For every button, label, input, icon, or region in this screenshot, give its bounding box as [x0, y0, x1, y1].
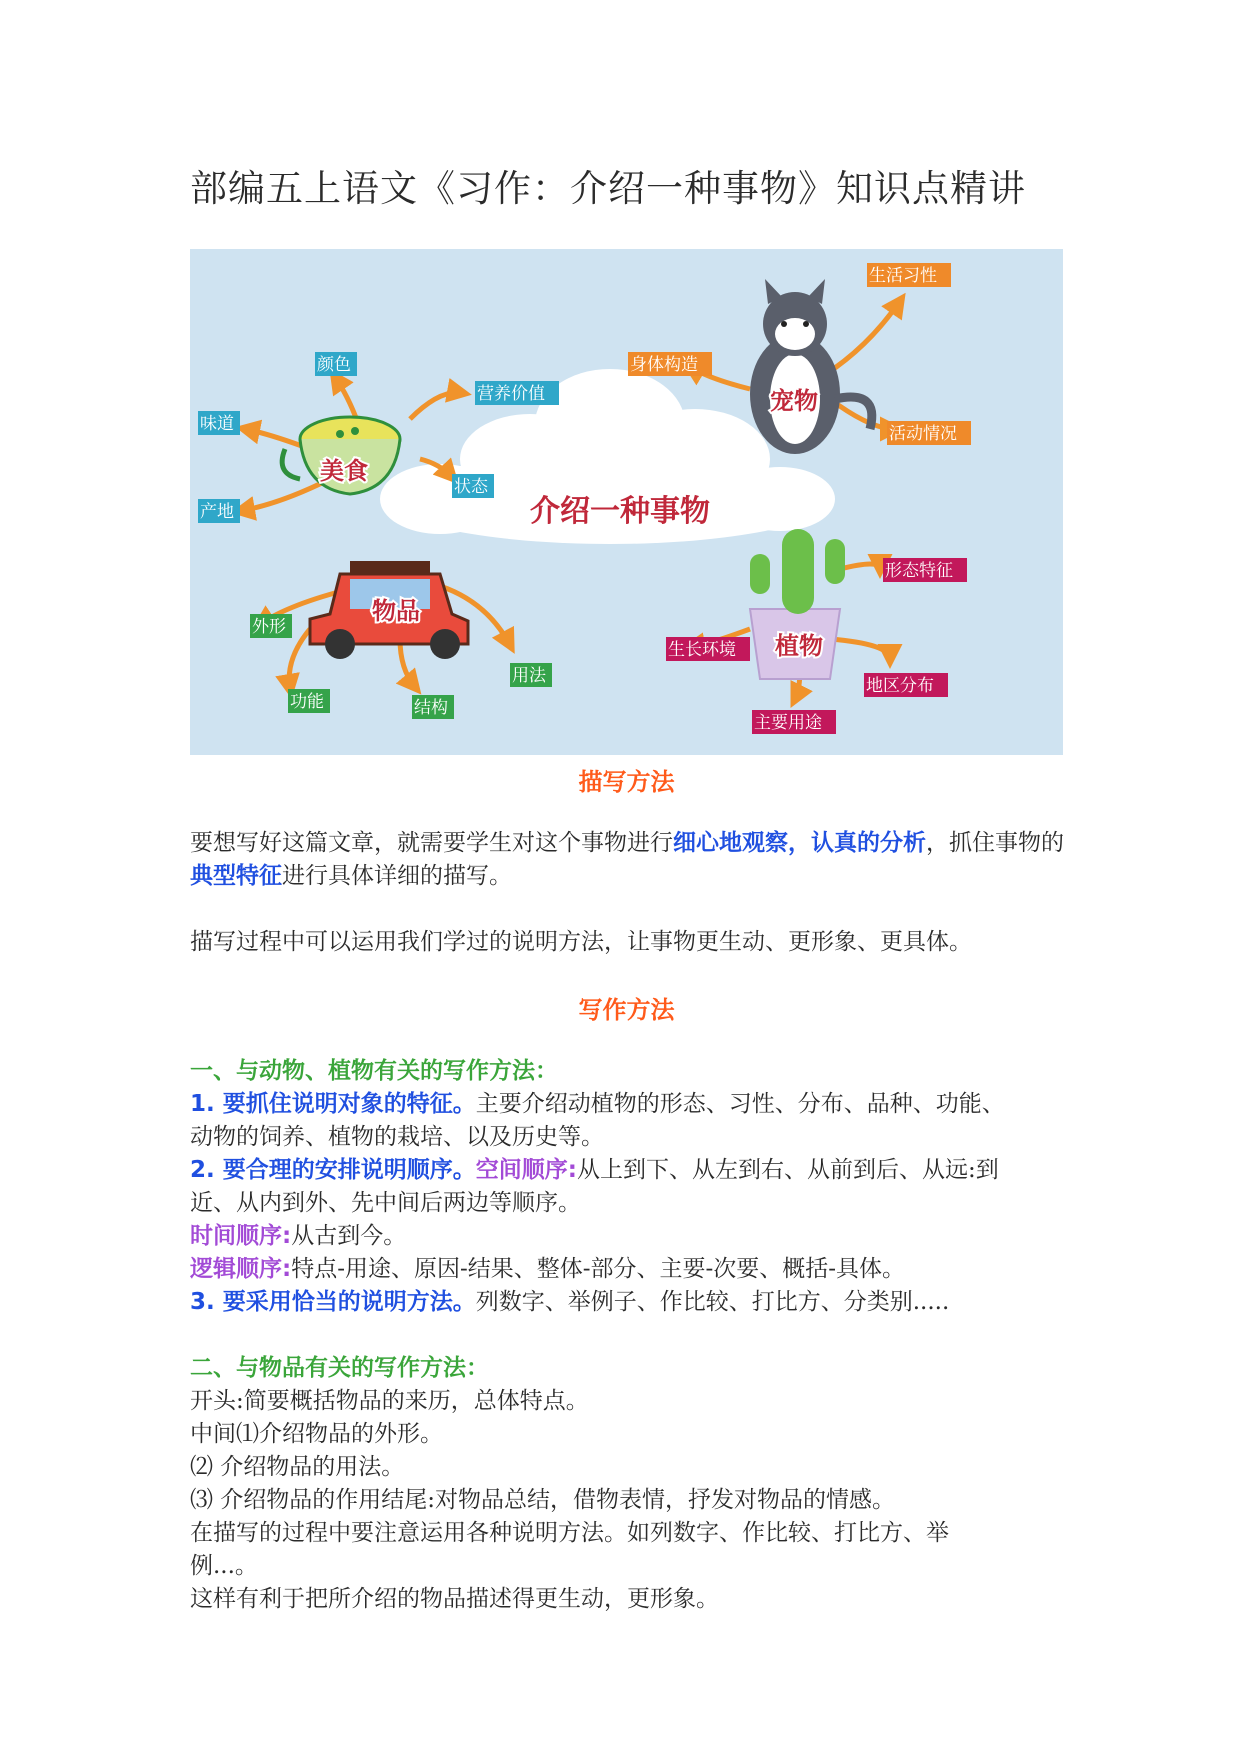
logic-order-label: 逻辑顺序:: [190, 1256, 292, 1282]
text-line: [190, 1286, 1080, 1319]
point-2-title: 2. 要合理的安排说明顺序。: [190, 1157, 476, 1183]
text-line: [190, 1154, 1080, 1187]
subheading-goods: 二、与物品有关的写作方法：: [190, 1355, 489, 1381]
para1-text-c: ，抓住事物的: [926, 830, 1064, 856]
text-line: ⑶ 介绍物品的作用结尾:对物品总结，借物表情，抒发对物品的情感。: [190, 1487, 896, 1513]
time-order-text: 从古到今。: [291, 1223, 407, 1249]
subheading-animals-plants: 一、与动物、植物有关的写作方法：: [190, 1058, 558, 1084]
space-order-label: 空间顺序:: [475, 1157, 577, 1183]
text-line: 例...。: [190, 1553, 258, 1579]
logic-order-text: 特点-用途、原因-结果、整体-部分、主要-次要、概括-具体。: [291, 1256, 906, 1282]
para1-text-a: 要想写好这篇文章，就需要学生对这个事物进行: [190, 830, 673, 856]
time-order-label: 时间顺序:: [190, 1223, 292, 1249]
point-3-title: 3. 要采用恰当的说明方法。: [190, 1289, 476, 1315]
text-line: 近、从内到外、先中间后两边等顺序。: [190, 1190, 581, 1216]
plant-hub-label: 植物: [775, 632, 823, 660]
point-1-title: 1. 要抓住说明对象的特征。: [190, 1091, 476, 1117]
para1-text-e: 进行具体详细的描写。: [282, 863, 512, 889]
goods-item-usage: 用法: [512, 666, 546, 686]
food-item-nutrition: 营养价值: [477, 384, 545, 404]
section-heading-writing: 写作方法: [578, 996, 675, 1024]
food-item-taste: 味道: [200, 414, 234, 434]
goods-item-structure: 结构: [414, 698, 448, 718]
center-label: 介绍一种事物: [530, 494, 710, 529]
para1-highlight-observe: 细心地观察，认真的分析: [673, 830, 926, 856]
text-line: 在描写的过程中要注意运用各种说明方法。如列数字、作比较、打比方、举: [190, 1520, 949, 1546]
text-line: 中间⑴介绍物品的外形。: [190, 1421, 443, 1447]
pet-hub-label: 宠物: [770, 387, 818, 415]
plant-item-form: 形态特征: [885, 561, 953, 581]
section-heading-description: 描写方法: [578, 768, 675, 796]
pet-item-body: 身体构造: [630, 355, 698, 375]
goods-item-function: 功能: [290, 692, 324, 712]
pet-item-activity: 活动情况: [889, 424, 957, 444]
food-hub-label: 美食: [320, 457, 368, 485]
plant-item-environment: 生长环境: [668, 640, 736, 660]
text-line: [190, 1088, 1080, 1121]
text-line: 开头:简要概括物品的来历，总体特点。: [190, 1388, 589, 1414]
text-line: [190, 1253, 1080, 1286]
mind-map-svg: [190, 249, 1063, 755]
space-order-text: 从上到下、从左到右、从前到后、从远:到: [576, 1157, 999, 1183]
mind-map-illustration: [190, 249, 1063, 755]
food-item-origin: 产地: [200, 502, 234, 522]
para1-highlight-feature: 典型特征: [190, 863, 282, 889]
cat-icon: [750, 279, 872, 454]
text-line: [190, 1220, 1080, 1253]
point-1-text: 主要介绍动植物的形态、习性、分布、品种、功能、: [475, 1091, 1005, 1117]
goods-item-shape: 外形: [252, 617, 286, 637]
text-line: 动物的饲养、植物的栽培、以及历史等。: [190, 1124, 604, 1150]
page-title: 部编五上语文《习作：介绍一种事物》知识点精讲: [190, 167, 1026, 210]
food-item-state: 状态: [454, 477, 488, 497]
description-paragraph-1: [190, 827, 1070, 893]
description-paragraph-2: 描写过程中可以运用我们学过的说明方法，让事物更生动、更形象、更具体。: [190, 929, 972, 955]
text-line: ⑵ 介绍物品的用法。: [190, 1454, 405, 1480]
goods-hub-label: 物品: [372, 597, 420, 625]
plant-item-usage: 主要用途: [754, 713, 822, 733]
food-item-color: 颜色: [317, 355, 351, 375]
point-3-text: 列数字、举例子、作比较、打比方、分类别.....: [475, 1289, 950, 1315]
plant-item-distribution: 地区分布: [866, 676, 934, 696]
text-line: 这样有利于把所介绍的物品描述得更生动，更形象。: [190, 1586, 719, 1612]
pet-item-habits: 生活习性: [869, 266, 937, 286]
